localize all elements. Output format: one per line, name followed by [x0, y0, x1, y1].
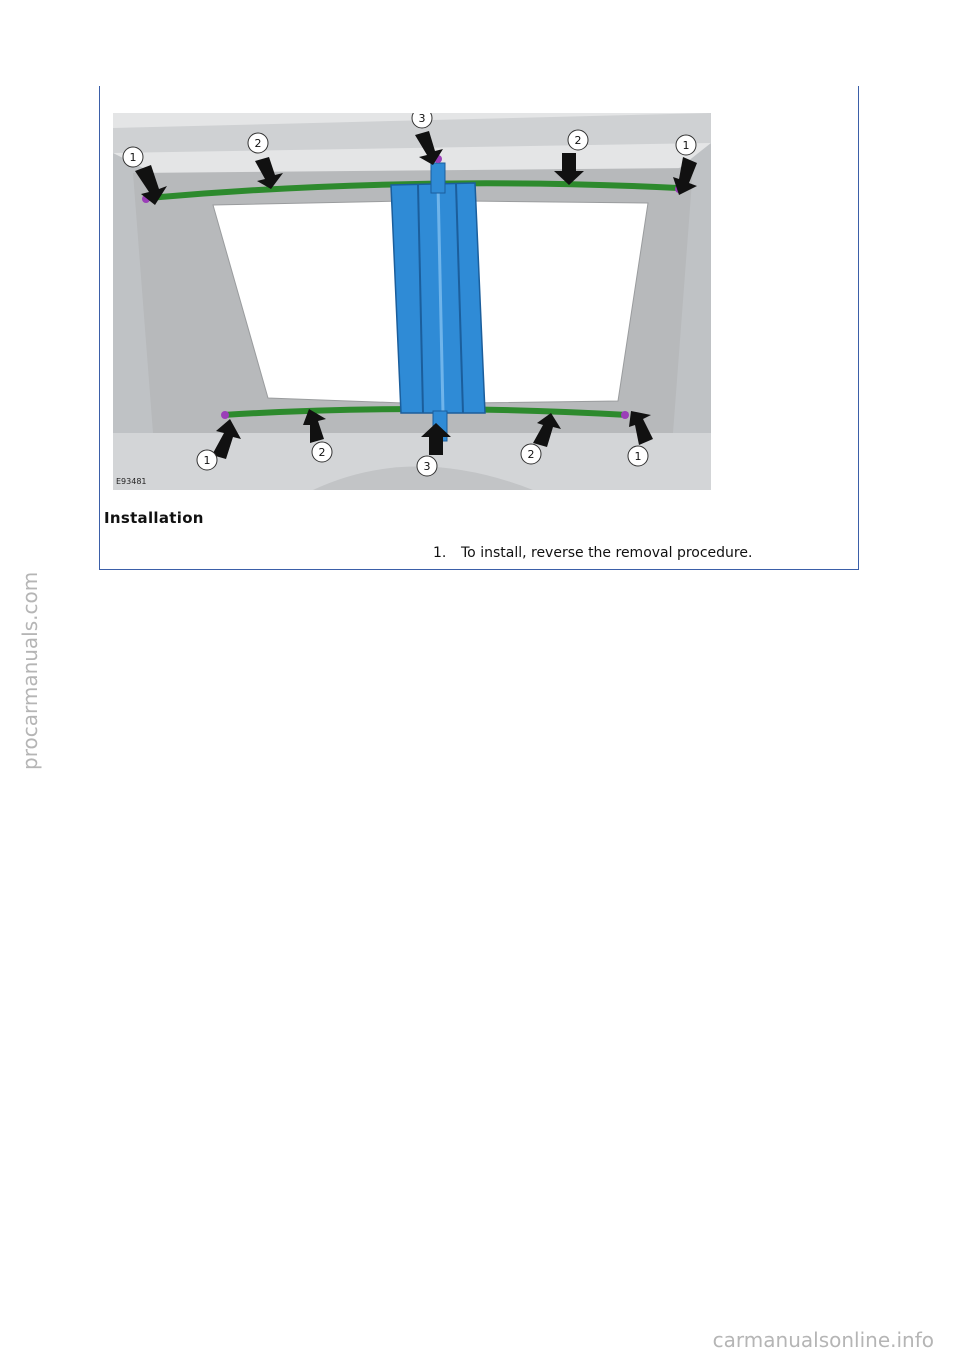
callout-label: 1: [682, 139, 690, 152]
callout-label: 3: [418, 113, 426, 125]
bottom-watermark: carmanualsonline.info: [712, 1328, 934, 1352]
section-heading: Installation: [104, 509, 204, 527]
callout-label: 2: [574, 134, 582, 147]
callout-label: 2: [527, 448, 535, 461]
side-watermark: procarmanuals.com: [18, 571, 42, 770]
step-item: [433, 545, 752, 561]
step-number: 1.: [433, 545, 447, 561]
callout-label: 3: [423, 460, 431, 473]
callout-label: 1: [129, 151, 137, 164]
callout-label: 1: [634, 450, 642, 463]
roof-installation-diagram: [113, 113, 711, 490]
figure-code: E93481: [116, 477, 147, 486]
step-text: To install, reverse the removal procedure.: [461, 545, 753, 561]
callout-label: 1: [203, 454, 211, 467]
callout-label: 2: [318, 446, 326, 459]
callout-label: 2: [254, 137, 262, 150]
